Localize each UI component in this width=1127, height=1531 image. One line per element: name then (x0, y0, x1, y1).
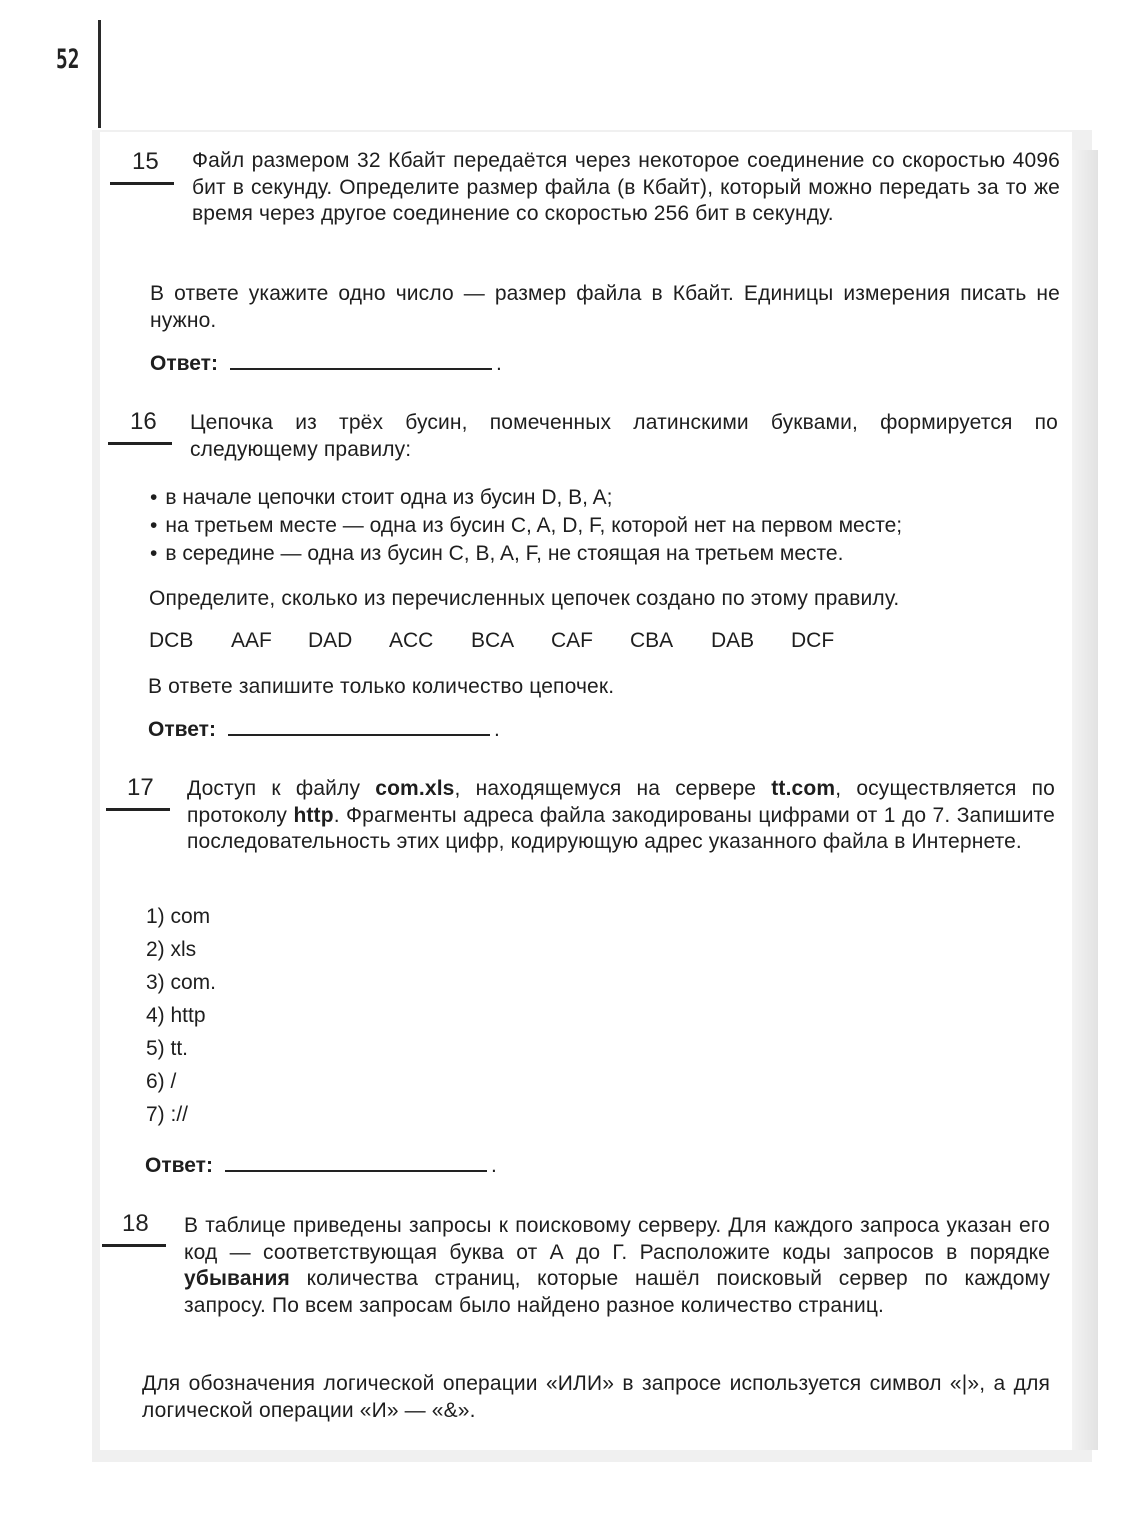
answer-dot: . (490, 1154, 497, 1177)
answer-line[interactable] (230, 350, 492, 370)
chain-item: DAD (308, 629, 353, 652)
chain-item: BCA (471, 629, 515, 652)
task-note: В ответе запишите только количество цепочек. (148, 675, 615, 698)
fragment-option: 1) com (146, 905, 211, 928)
task-text (187, 776, 1055, 856)
task-number-underline (102, 1244, 166, 1247)
server-name: tt.com (771, 777, 836, 800)
answer-field[interactable] (148, 716, 500, 742)
text-fragment: количества страниц, которые нашёл поисковый сервер по каждому запросу. По всем запросам было найдено разное количество страниц. (184, 1267, 1050, 1317)
chain-item: ACC (389, 629, 434, 652)
task-text: Файл размером 32 Кбайт передаётся через некоторое соединение со скоростью 4096 бит в секунду. Определите размер файла (в Кбайт), который можно передать за то же время через другое соединение со скоростью 256 бит в секунду. (192, 149, 1060, 225)
fragment-option: 4) http (146, 1004, 206, 1027)
fragment-option: 5) tt. (146, 1037, 189, 1060)
chain-item: CAF (551, 629, 593, 652)
fragment-option: 2) xls (146, 938, 197, 961)
answer-label: Ответ: (150, 352, 218, 375)
task-number: 18 (122, 1210, 149, 1237)
answer-dot: . (495, 352, 502, 375)
chain-item: DCF (791, 629, 835, 652)
task-note: Для обозначения логической операции «ИЛИ» в запросе используется символ «|», а для логической операции «И» — «&». (142, 1372, 1050, 1422)
fragment-option: 3) com. (146, 971, 217, 994)
text-fragment: . Фрагменты адреса файла закодированы цифрами от 1 до 7. Запишите последовательность этих цифр, кодирующую адрес указанного файла в Интернете. (187, 803, 1056, 853)
task-number: 15 (132, 148, 159, 175)
chain-item: DCB (149, 629, 194, 652)
file-name: com.xls (375, 777, 455, 800)
chains-row (149, 629, 849, 657)
page-edge-shading (1068, 150, 1098, 1450)
answer-line[interactable] (225, 1152, 487, 1172)
page-number: 52 (56, 44, 80, 75)
answer-label: Ответ: (148, 718, 216, 741)
text-fragment: , находящемуся на сервере (454, 777, 772, 800)
text-fragment: В таблице приведены запросы к поисковому серверу. Для каждого запроса указан его код — соответствующая буква от А до Г. Расположите коды запросов в порядке (184, 1214, 1050, 1264)
task-question: Определите, сколько из перечисленных цепочек создано по этому правилу. (149, 587, 900, 610)
task-number-underline (110, 182, 174, 185)
chain-item: AAF (231, 629, 272, 652)
task-number: 16 (130, 408, 157, 435)
answer-dot: . (493, 718, 500, 741)
task-text: Цепочка из трёх бусин, помеченных латинскими буквами, формируется по следующему правилу: (190, 411, 1058, 461)
rule-item: • в начале цепочки стоит одна из бусин D, B, A; (150, 484, 1060, 512)
fragment-option: 7) :// (146, 1103, 189, 1126)
task-number: 17 (127, 774, 154, 801)
answer-line[interactable] (228, 716, 490, 736)
chain-item: DAB (711, 629, 755, 652)
task-number-underline (106, 808, 170, 811)
task-text (184, 1213, 1050, 1319)
text-fragment: Доступ к файлу (187, 777, 376, 800)
protocol-name: http (293, 803, 334, 827)
task-number-underline (108, 442, 172, 445)
answer-label: Ответ: (145, 1154, 213, 1177)
header-rule (98, 20, 101, 128)
chain-item: CBA (630, 629, 674, 652)
answer-field[interactable] (150, 350, 502, 376)
emphasis-word: убывания (184, 1267, 290, 1290)
rules-list (150, 484, 1060, 568)
rule-item: • в середине — одна из бусин C, B, A, F, не стоящая на третьем месте. (150, 540, 1060, 568)
fragments-list (146, 900, 446, 1131)
fragment-option: 6) / (146, 1070, 177, 1093)
task-note: В ответе укажите одно число — размер файла в Кбайт. Единицы измерения писать не нужно. (150, 282, 1060, 332)
text-fragment: , осуществляется по протоколу (187, 777, 1055, 827)
answer-field[interactable] (145, 1152, 497, 1178)
rule-item: • на третьем месте — одна из бусин C, A, D, F, которой нет на первом месте; (150, 512, 1060, 540)
